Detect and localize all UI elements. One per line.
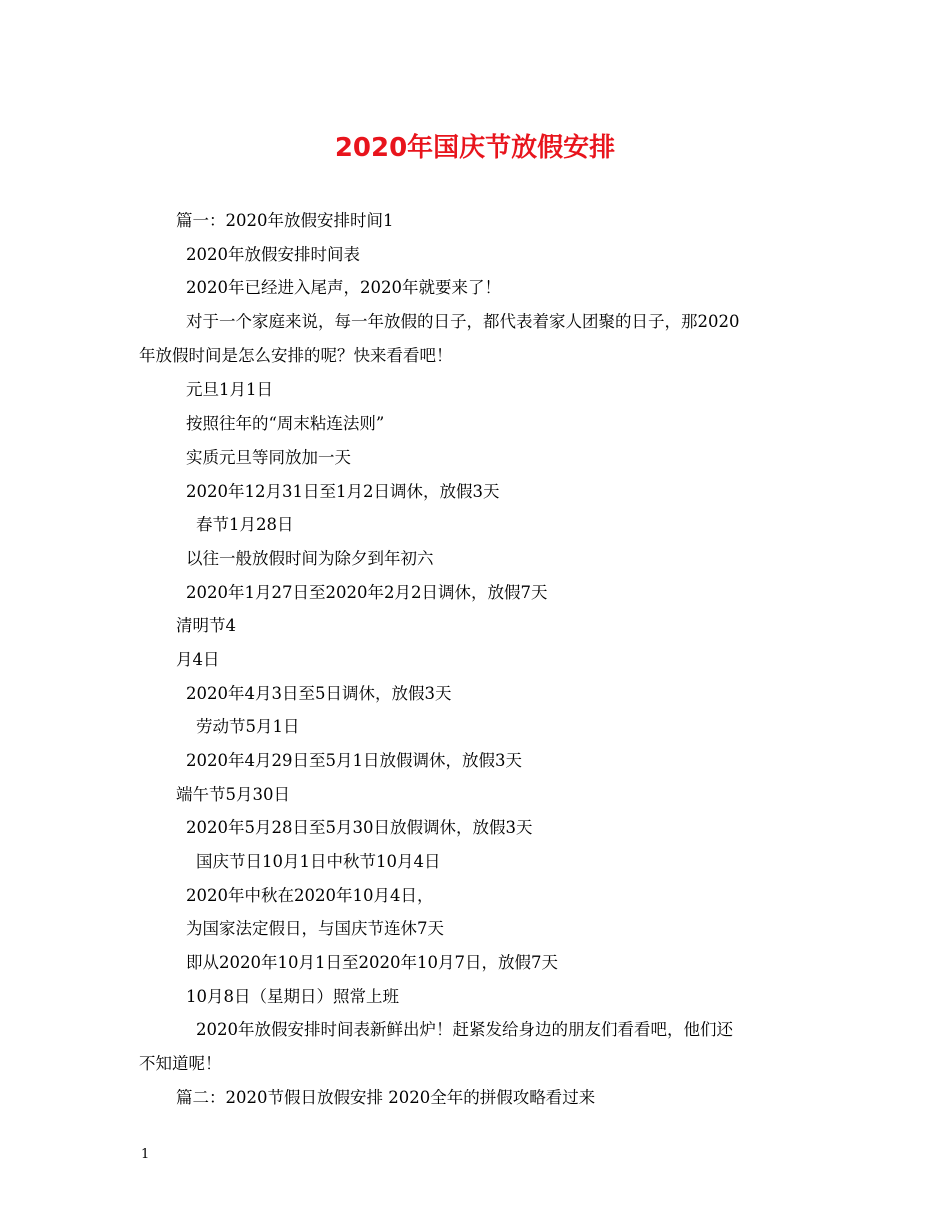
text-line: 元旦1月1日 <box>186 380 273 399</box>
text-line: 篇一：2020年放假安排时间1 <box>176 211 394 230</box>
text-line: 端午节5月30日 <box>176 785 290 804</box>
text-line: 清明节4 <box>176 616 236 635</box>
text-line: 2020年中秋在2020年10月4日， <box>186 886 434 905</box>
text-line: 月4日 <box>176 650 220 669</box>
text-line: 按照往年的“周末粘连法则” <box>186 414 385 433</box>
text-line: 即从2020年10月1日至2020年10月7日，放假7天 <box>186 953 558 972</box>
text-line: 劳动节5月1日 <box>196 717 300 736</box>
text-line: 2020年4月29日至5月1日放假调休，放假3天 <box>186 751 522 770</box>
text-line: 2020年4月3日至5日调休，放假3天 <box>186 684 452 703</box>
document-title: 2020年国庆节放假安排 <box>334 133 616 163</box>
text-line: 2020年12月31日至1月2日调休，放假3天 <box>186 482 500 501</box>
text-line: 10月8日（星期日）照常上班 <box>186 987 399 1006</box>
text-line: 2020年已经进入尾声，2020年就要来了！ <box>186 278 501 297</box>
text-line: 2020年1月27日至2020年2月2日调休，放假7天 <box>186 583 548 602</box>
text-line: 实质元旦等同放加一天 <box>186 448 351 467</box>
page-number: 1 <box>141 1147 150 1162</box>
text-line: 年放假时间是怎么安排的呢？快来看看吧！ <box>139 346 453 365</box>
text-line: 为国家法定假日，与国庆节连休7天 <box>186 919 444 938</box>
text-line: 2020年5月28日至5月30日放假调休，放假3天 <box>186 818 533 837</box>
text-line: 国庆节日10月1日中秋节10月4日 <box>196 852 441 871</box>
text-line: 篇二：2020节假日放假安排 2020全年的拼假攻略看过来 <box>176 1088 596 1107</box>
text-line: 以往一般放假时间为除夕到年初六 <box>186 549 434 568</box>
text-line: 不知道呢！ <box>139 1054 222 1073</box>
text-line: 2020年放假安排时间表 <box>186 245 360 264</box>
text-line: 春节1月28日 <box>196 515 294 534</box>
text-line: 2020年放假安排时间表新鲜出炉！赶紧发给身边的朋友们看看吧，他们还 <box>196 1020 733 1039</box>
text-line: 对于一个家庭来说，每一年放假的日子，都代表着家人团聚的日子，那2020 <box>186 312 740 331</box>
